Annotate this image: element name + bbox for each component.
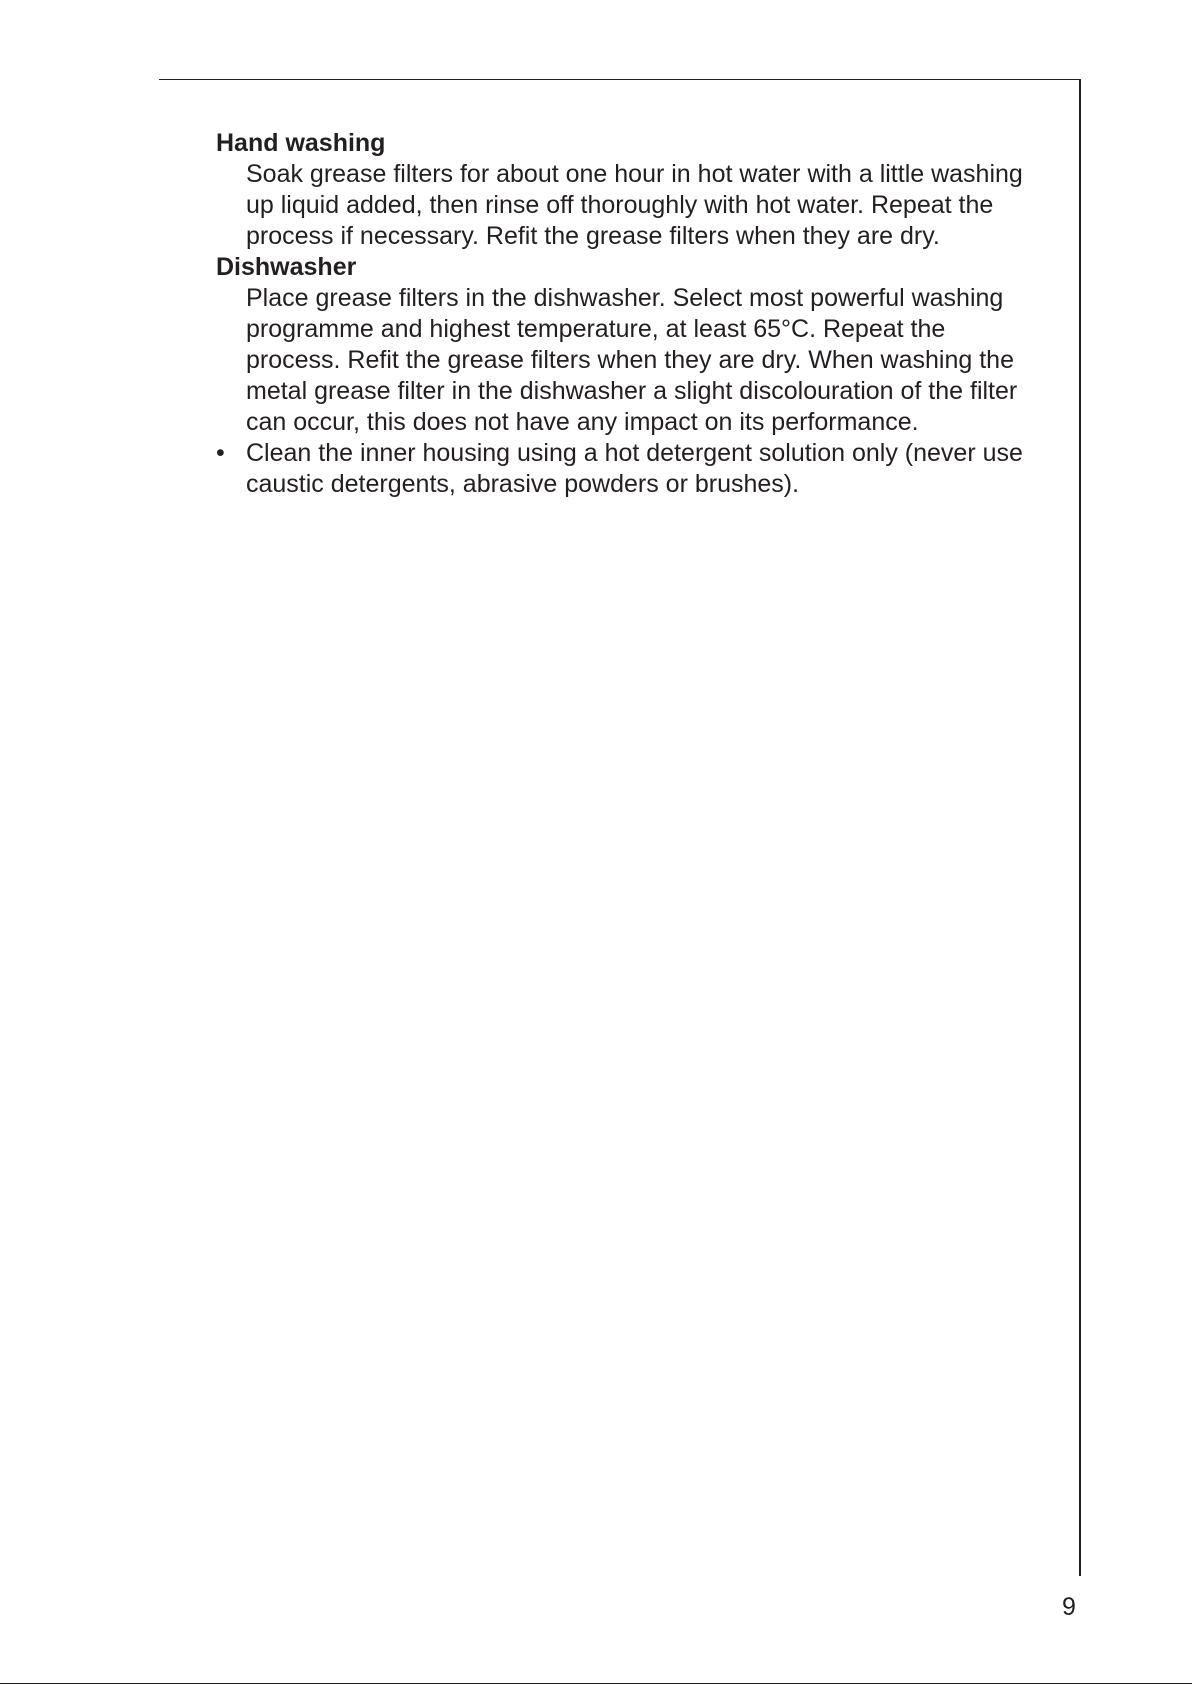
section-dishwasher bbox=[216, 252, 1046, 438]
section-heading: Dishwasher bbox=[216, 253, 357, 281]
bullet-mark: • bbox=[216, 439, 225, 467]
section-paragraph: Place grease filters in the dishwasher. Select most powerful washing programme and highest temperature, at least 65°C. Repeat the process. Refit the grease filters when they are dry. When washing the metal grease filter in the dishwasher a slight discolouration of the filter can occur, this does not have any impact on its performance. bbox=[246, 284, 1018, 436]
bottom-edge-rule bbox=[0, 1683, 1192, 1684]
bullet-text: Clean the inner housing using a hot detergent solution only (never use caustic detergents, abrasive powders or brushes). bbox=[246, 439, 1023, 498]
section-paragraph: Soak grease filters for about one hour in hot water with a little washing up liquid added, then rinse off thoroughly with hot water. Repeat the process if necessary. Refit the grease filters when they are dry. bbox=[246, 160, 1023, 250]
page-content bbox=[216, 128, 1046, 500]
right-margin-rule bbox=[1079, 79, 1081, 1576]
bullet-item bbox=[216, 438, 1046, 500]
top-rule bbox=[159, 79, 1081, 80]
section-heading: Hand washing bbox=[216, 129, 386, 157]
page-number: 9 bbox=[1062, 1593, 1076, 1621]
section-hand-washing bbox=[216, 128, 1046, 252]
